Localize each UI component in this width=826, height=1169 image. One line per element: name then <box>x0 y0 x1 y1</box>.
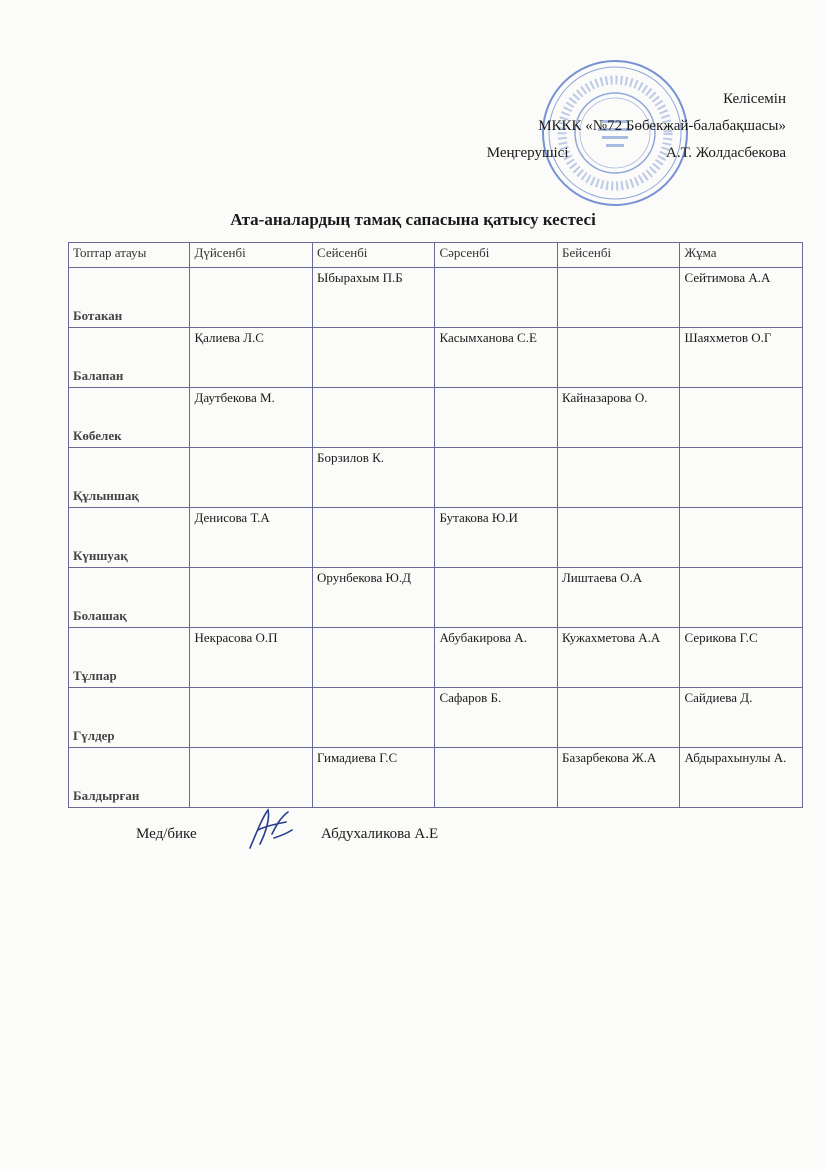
parent-name-cell <box>680 568 803 628</box>
parent-name-cell <box>312 508 435 568</box>
header-tuesday: Сейсенбі <box>312 243 435 268</box>
parent-name-cell: Базарбекова Ж.А <box>557 748 680 808</box>
parent-name-cell: Лиштаева О.А <box>557 568 680 628</box>
table-row <box>69 508 803 568</box>
parent-name-cell: Абубакирова А. <box>435 628 558 688</box>
header-wednesday: Сәрсенбі <box>435 243 558 268</box>
parent-name-cell: Некрасова О.П <box>190 628 313 688</box>
parent-name-cell <box>312 328 435 388</box>
parent-name-cell: Сейтимова А.А <box>680 268 803 328</box>
table-row <box>69 448 803 508</box>
table-row <box>69 268 803 328</box>
group-name-cell: Балапан <box>69 328 190 388</box>
parent-name-cell: Касымханова С.Е <box>435 328 558 388</box>
table-header-row <box>69 243 803 268</box>
parent-name-cell: Кужахметова А.А <box>557 628 680 688</box>
parent-name-cell <box>190 748 313 808</box>
group-name-cell: Балдырған <box>69 748 190 808</box>
parent-name-cell <box>557 448 680 508</box>
parent-name-cell: Сафаров Б. <box>435 688 558 748</box>
parent-name-cell <box>312 688 435 748</box>
parent-name-cell <box>190 688 313 748</box>
parent-name-cell <box>557 688 680 748</box>
parent-name-cell: Борзилов К. <box>312 448 435 508</box>
parent-name-cell <box>435 748 558 808</box>
page-title: Ата-аналардың тамақ сапасына қатысу кестесі <box>230 210 596 229</box>
table-row <box>69 628 803 688</box>
header-friday: Жұма <box>680 243 803 268</box>
header-thursday: Бейсенбі <box>557 243 680 268</box>
group-name-cell: Құлыншақ <box>69 448 190 508</box>
parent-name-cell <box>435 388 558 448</box>
footer-name: Абдухаликова А.Е <box>321 826 439 842</box>
table-row <box>69 568 803 628</box>
parent-name-cell: Ыбырахым П.Б <box>312 268 435 328</box>
parent-name-cell <box>435 448 558 508</box>
table-row <box>69 688 803 748</box>
group-name-cell: Күншуақ <box>69 508 190 568</box>
parent-name-cell <box>557 508 680 568</box>
header-monday: Дүйсенбі <box>190 243 313 268</box>
parent-name-cell <box>557 328 680 388</box>
parent-name-cell: Орунбекова Ю.Д <box>312 568 435 628</box>
parent-name-cell: Даутбекова М. <box>190 388 313 448</box>
group-name-cell: Болашақ <box>69 568 190 628</box>
parent-name-cell: Сайдиева Д. <box>680 688 803 748</box>
table-row <box>69 328 803 388</box>
parent-name-cell <box>312 628 435 688</box>
parent-name-cell <box>190 268 313 328</box>
approval-block <box>487 86 786 167</box>
parent-name-cell: Серикова Г.С <box>680 628 803 688</box>
parent-name-cell: Гимадиева Г.С <box>312 748 435 808</box>
approval-organization: МККК «№72 Бөбекжай-балабақшасы» <box>538 118 786 134</box>
group-name-cell: Тұлпар <box>69 628 190 688</box>
table-row <box>69 748 803 808</box>
parent-name-cell: Қалиева Л.С <box>190 328 313 388</box>
table-row <box>69 388 803 448</box>
header-groups: Топтар атауы <box>69 243 190 268</box>
group-name-cell: Көбелек <box>69 388 190 448</box>
parent-name-cell <box>680 388 803 448</box>
group-name-cell: Гүлдер <box>69 688 190 748</box>
footer-role: Мед/бике <box>136 826 197 842</box>
parent-name-cell: Денисова Т.А <box>190 508 313 568</box>
approval-heading: Келісемін <box>723 91 786 107</box>
parent-name-cell <box>190 568 313 628</box>
approval-role: Меңгерушісі <box>486 145 569 161</box>
parent-name-cell: Абдырахынулы А. <box>680 748 803 808</box>
approval-signature-row <box>487 140 786 167</box>
parent-name-cell <box>557 268 680 328</box>
approval-name: А.Т. Жолдасбекова <box>666 145 786 161</box>
parent-name-cell <box>190 448 313 508</box>
group-name-cell: Ботакан <box>69 268 190 328</box>
schedule-table <box>68 242 803 808</box>
parent-name-cell <box>680 508 803 568</box>
parent-name-cell <box>435 568 558 628</box>
signature-icon <box>242 804 296 854</box>
parent-name-cell: Кайназарова О. <box>557 388 680 448</box>
parent-name-cell <box>680 448 803 508</box>
parent-name-cell <box>312 388 435 448</box>
parent-name-cell: Шаяхметов О.Г <box>680 328 803 388</box>
parent-name-cell <box>435 268 558 328</box>
parent-name-cell: Бутакова Ю.И <box>435 508 558 568</box>
